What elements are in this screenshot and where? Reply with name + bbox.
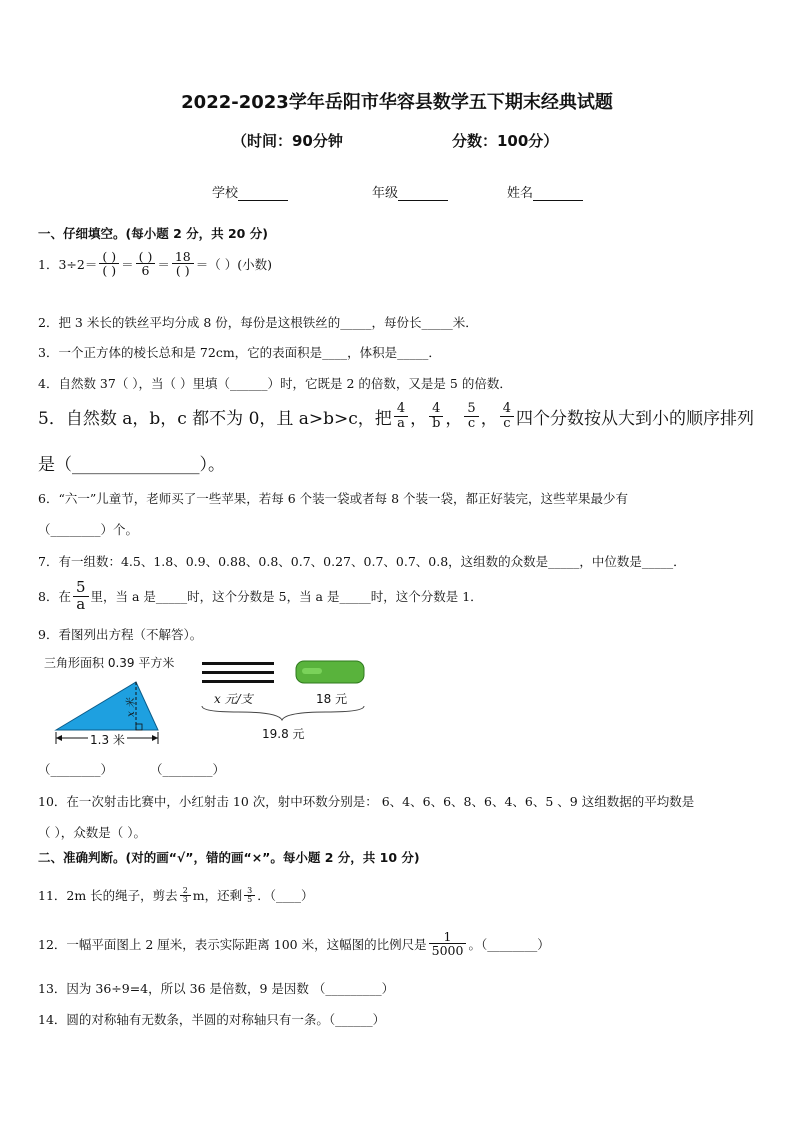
q8-fraction — [73, 580, 89, 613]
q8-frac-den: a — [76, 594, 86, 613]
q11-fraction-2 — [244, 887, 255, 904]
question-12 — [38, 930, 550, 957]
q12-suffix: 。（________） — [468, 936, 550, 952]
q1-prefix: 1．3÷2＝ — [38, 256, 98, 272]
time-label: （时间：90分钟 — [232, 132, 343, 150]
q12-frac-num: 1 — [429, 930, 467, 944]
question-14: 14．圆的对称轴有无数条，半圆的对称轴只有一条。（______） — [38, 1012, 386, 1027]
total-brace — [202, 706, 364, 720]
triangle-shape — [56, 682, 158, 730]
pen-price-label: x 元/支 — [214, 692, 253, 706]
total-price-label: 19.8 元 — [262, 727, 305, 741]
q1-f3-num: 18 — [172, 250, 194, 264]
question-7: 7．有一组数：4.5、1.8、0.9、0.88、0.8、0.7、0.27、0.7、0.7、0.8，这组数的众数是_____，中位数是_____． — [38, 554, 686, 569]
school-field — [212, 182, 288, 201]
question-5 — [38, 402, 754, 430]
q11-f2-num: 3 — [244, 887, 255, 896]
q8-prefix: 8．在 — [38, 589, 71, 605]
question-9: 9．看图列出方程（不解答）。 — [38, 627, 203, 642]
name-blank — [533, 186, 583, 201]
section-1-heading: 一、仔细填空。(每小题 2 分，共 20 分) — [38, 226, 268, 241]
school-blank — [238, 186, 288, 201]
q5-f3-num: 5 — [464, 402, 478, 417]
q1-fraction-2 — [136, 250, 156, 277]
q12-fraction — [429, 930, 467, 957]
question-1 — [38, 250, 272, 277]
q5-suffix: 四个分数按从大到小的顺序排列 — [515, 408, 754, 429]
pen-1 — [202, 662, 274, 665]
fig-answer-blank-1[interactable]: （________） — [38, 762, 114, 777]
triangle-title: 三角形面积 0.39 平方米 — [44, 656, 175, 670]
q1-f3-den: ( ) — [175, 263, 190, 279]
q5-f1-num: 4 — [394, 402, 408, 417]
q1-f1-den: ( ) — [102, 263, 117, 279]
pen-2 — [202, 671, 274, 674]
question-3: 3．一个正方体的棱长总和是 72cm，它的表面积是____，体积是_____． — [38, 345, 441, 360]
q11-f1-num: 2 — [180, 887, 191, 896]
fig-answer-blank-2[interactable]: （________） — [150, 762, 226, 777]
q5-sep-3: ， — [480, 408, 498, 429]
q1-f2-num: ( ) — [136, 250, 156, 264]
q11-f1-den: 3 — [182, 894, 188, 904]
grade-label: 年级 — [372, 186, 399, 201]
q1-eq3: ＝ — [157, 256, 170, 272]
q5-fraction-4 — [500, 402, 514, 430]
q5-sep-2: ， — [445, 408, 463, 429]
q11-mid: m，还剩 — [192, 888, 243, 903]
score-label: 分数：100分） — [452, 132, 559, 150]
q1-suffix: ＝（ ）(小数) — [195, 256, 272, 272]
q11-suffix: ．（____） — [257, 888, 314, 903]
q5-sep-1: ， — [410, 408, 428, 429]
grade-blank — [398, 186, 448, 201]
case-price-label: 18 元 — [316, 692, 348, 706]
base-arrow-left — [56, 735, 62, 741]
q1-f1-num: ( ) — [99, 250, 119, 264]
q5-f4-den: c — [503, 415, 511, 431]
q11-prefix: 11．2m 长的绳子，剪去 — [38, 888, 178, 903]
base-arrow-right — [152, 735, 158, 741]
q1-fraction-3 — [172, 250, 194, 277]
q8-frac-num: 5 — [73, 580, 89, 597]
q5-prefix: 5．自然数 a，b，c 都不为 0，且 a>b>c，把 — [38, 408, 392, 429]
pencil-case-decoration — [302, 668, 322, 674]
question-2: 2．把 3 米长的铁丝平均分成 8 份，每份是这根铁丝的_____，每份长_____米． — [38, 315, 478, 330]
q5-fraction-2 — [429, 402, 443, 430]
question-5-line2: 是（_______________）。 — [38, 455, 225, 475]
question-13: 13．因为 36÷9=4，所以 36 是倍数，9 是因数 （_________） — [38, 981, 395, 996]
q1-fraction-1 — [99, 250, 119, 277]
question-10-line1: 10．在一次射击比赛中，小红射击 10 次，射中环数分别是： 6、4、6、6、8、6、4、6、5 、9 这组数据的平均数是 — [38, 794, 695, 809]
school-label: 学校 — [212, 186, 239, 201]
question-11 — [38, 886, 314, 904]
q1-eq2: ＝ — [121, 256, 134, 272]
q5-f1-den: a — [397, 415, 405, 431]
question-10-line2: （ ），众数是（ ）。 — [38, 825, 146, 840]
q5-f2-num: 4 — [429, 402, 443, 417]
q5-fraction-3 — [464, 402, 478, 430]
q11-f2-den: 5 — [247, 894, 253, 904]
q5-fraction-1 — [394, 402, 408, 430]
triangle-base-label: 1.3 米 — [90, 733, 125, 747]
grade-field — [372, 182, 448, 201]
q12-prefix: 12．一幅平面图上 2 厘米，表示实际距离 100 米，这幅图的比例尺是 — [38, 936, 427, 952]
q11-fraction-1 — [180, 887, 191, 904]
question-6-line2: （________）个。 — [38, 522, 139, 537]
q1-f2-den: 6 — [141, 263, 150, 279]
name-field — [507, 182, 583, 201]
page-title: 2022-2023学年岳阳市华容县数学五下期末经典试题 — [181, 92, 613, 113]
triangle-height-label: x 米 — [125, 698, 137, 717]
q5-f4-num: 4 — [500, 402, 514, 417]
question-8 — [38, 580, 483, 613]
question-6-line1: 6．“六一”儿童节，老师买了一些苹果，若每 6 个装一袋或者每 8 个装一袋，都正好装完，这些苹果最少有 — [38, 491, 629, 506]
question-4: 4．自然数 37（ ），当（ ）里填（______）时，它既是 2 的倍数，又是是 5 的倍数． — [38, 376, 512, 391]
q5-f3-den: c — [467, 415, 476, 431]
pen-3 — [202, 680, 274, 683]
q8-suffix: 里，当 a 是_____时，这个分数是 5，当 a 是_____时，这个分数是 1． — [90, 589, 483, 605]
q5-f2-den: b — [432, 415, 441, 431]
name-label: 姓名 — [507, 186, 534, 201]
q12-frac-den: 5000 — [431, 943, 464, 959]
section-2-heading: 二、准确判断。(对的画“√”，错的画“×”。每小题 2 分，共 10 分) — [38, 850, 420, 865]
